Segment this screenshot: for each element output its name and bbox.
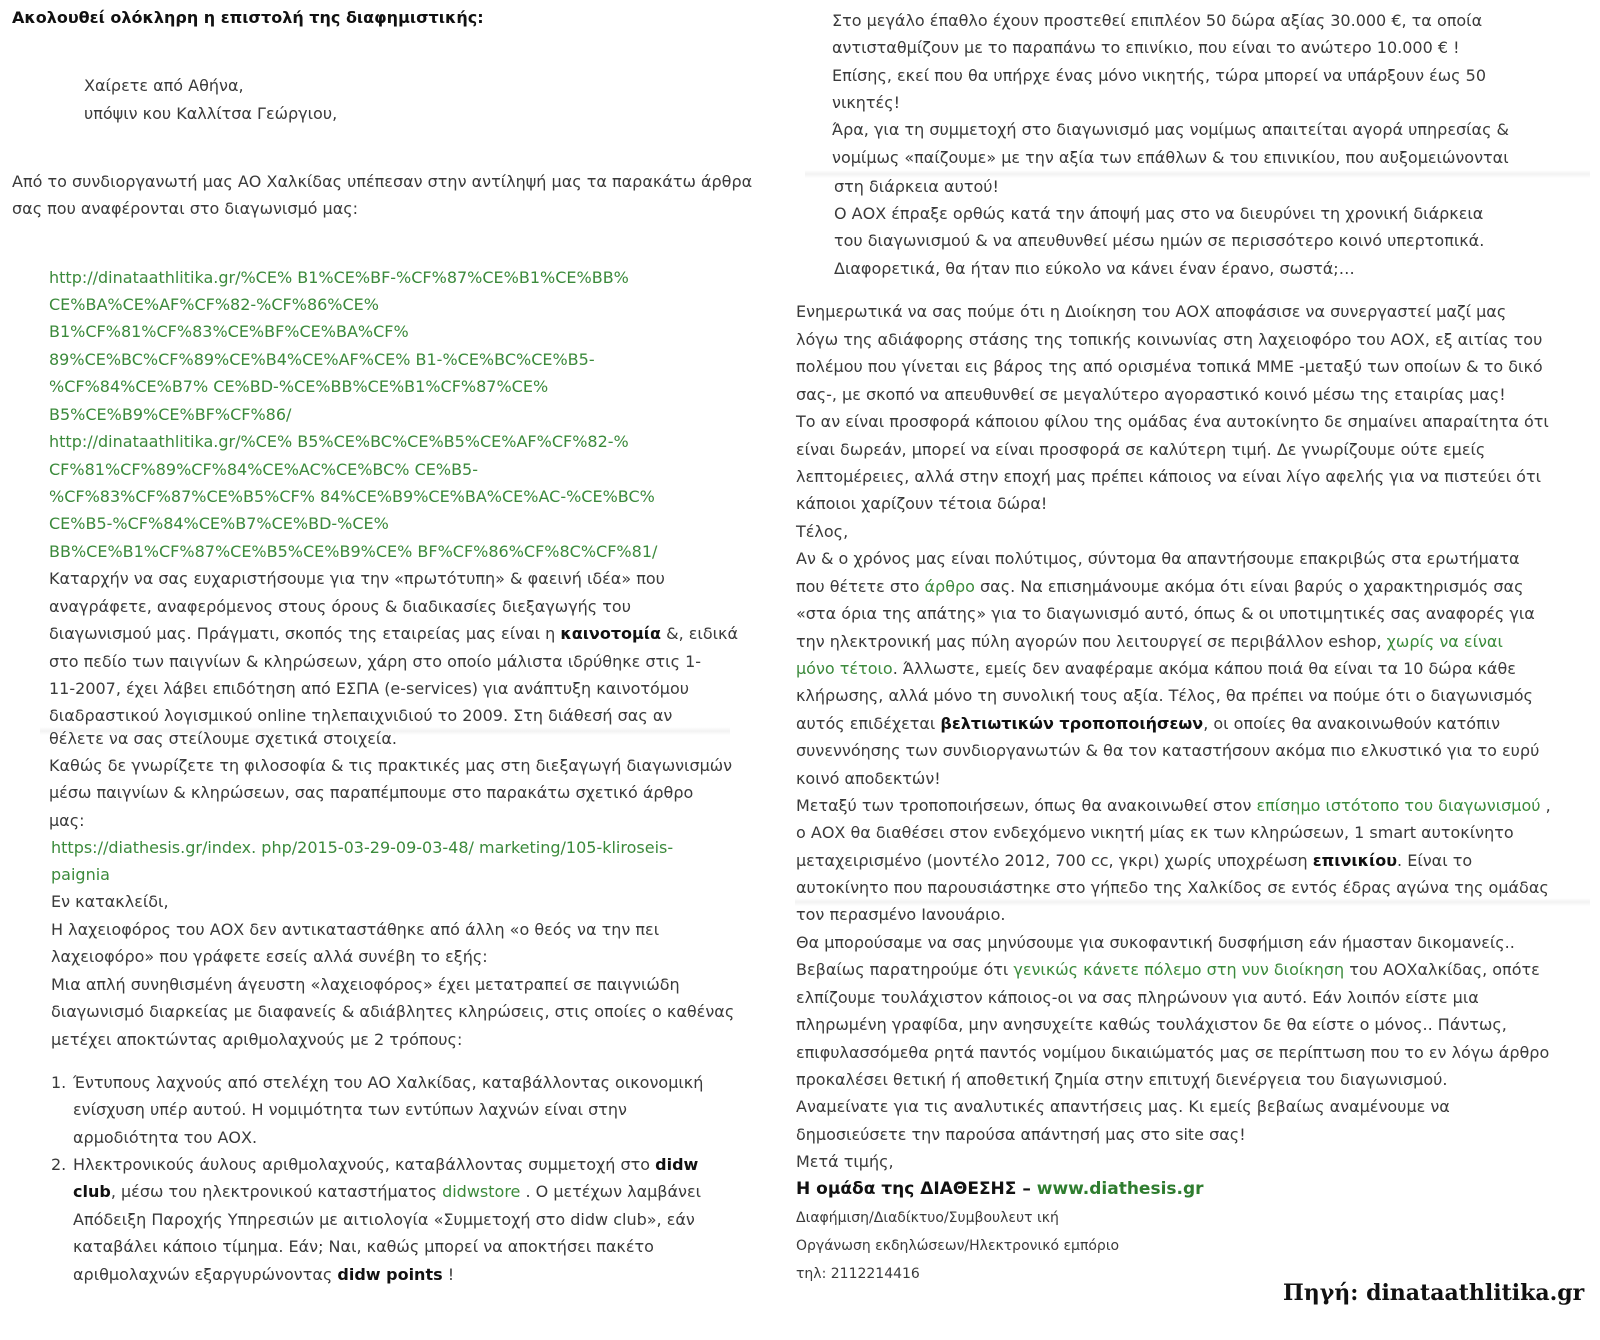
list-item: Έντυπους λαχνούς από στελέχη του ΑΟ Χαλκίδας, καταβάλλοντας οικονομική <box>73 1073 704 1092</box>
intro-text: Από το συνδιοργανωτή μας ΑΟ Χαλκίδας υπέπεσαν στην αντίληψή μας τα παρακάτω άρθρα <box>12 172 753 191</box>
paragraph-line: αυτός επιδέχεται βελτιωτικών τροποποιήσεων, οι οποίες θα ανακοινωθούν κατόπιν <box>796 714 1501 733</box>
signature-services: Οργάνωση εκδηλώσεων/Ηλεκτρονικό εμπόριο <box>796 1238 1120 1254</box>
article-link[interactable]: άρθρο <box>924 577 975 596</box>
diathesis-website-link[interactable]: www.diathesis.gr <box>1036 1179 1204 1199</box>
paragraph-line: κοινό αποδεκτών! <box>796 769 941 788</box>
war-on-administration-link[interactable]: γενικώς κάνετε πόλεμο στη νυν διοίκηση <box>1013 960 1345 979</box>
paragraph-line: μετέχει αποκτώντας αριθμολαχνούς με 2 τρόπους: <box>51 1030 463 1049</box>
paragraph-line: διαδραστικού λογισμικού online τηλεπαιχνιδιού το 2009. Στη διάθεσή σας αν <box>49 706 673 725</box>
paragraph-line: προκαλέσει θετική ή αποθετική ζημία στην επιτυχή διενέργεια του διαγωνισμού. <box>796 1070 1448 1089</box>
article-link-1[interactable]: B5%CE%B9%CE%BF%CF%86/ <box>49 405 292 424</box>
paragraph-line: θέλετε να σας στείλουμε σχετικά στοιχεία. <box>49 729 397 748</box>
paragraph-line: «στα όρια της απάτης» για το διαγωνισμό αυτό, όπως & οι υποτιμητικές σας αναφορές για <box>796 604 1535 623</box>
paragraph-line: συνεννόησης των συνδιοργανωτών & θα τον καταστήσουν ακόμα πιο ελκυστικό για το ευρύ <box>796 741 1540 760</box>
paragraph-line: κλήρωσης, αλλά μόνο τη συνολική τους αξία. Τέλος, θα πρέπει να πούμε ότι ο διαγωνισμός <box>796 686 1533 705</box>
paragraph-line: μας: <box>49 811 85 830</box>
article-link-2[interactable]: http://dinataathlitika.gr/%CE% B5%CE%BC%CE%B5%CE%AF%CF%82-% <box>49 432 629 451</box>
article-link-1[interactable]: http://dinataathlitika.gr/%CE% B1%CE%BF-%CF%87%CE%B1%CE%BB% <box>49 268 629 287</box>
paragraph-line: πληρωμένη γραφίδα, μην ανησυχείτε καθώς τουλάχιστον δε θα είστε ο μόνος.. Πάντως, <box>796 1015 1507 1034</box>
paragraph-line: δημοσιεύσετε την παρούσα απάντησή μας στο site σας! <box>796 1125 1246 1144</box>
article-link-2[interactable]: %CF%83%CF%87%CE%B5%CF% 84%CE%B9%CE%BA%CE%AC-%CE%BC% <box>49 487 655 506</box>
paragraph-line: λαχειοφόρο» που γράφετε εσείς αλλά συνέβη το εξής: <box>51 947 488 966</box>
paragraph-line: κάποιοι χαρίζουν τέτοια δώρα! <box>796 494 1048 513</box>
didwstore-link[interactable]: didwstore <box>442 1182 521 1201</box>
paragraph-line: νομίμως «παίζουμε» με την αξία των επάθλων & του επινικίου, που αυξομειώνονται <box>832 148 1509 167</box>
paragraph-line: σας-, με σκοπό να απευθυνθεί σε μεγαλύτερο αγοραστικό κοινό μέσω της εταιρίας μας! <box>796 385 1506 404</box>
closing-line: Μετά τιμής, <box>796 1152 894 1171</box>
list-item: club, μέσω του ηλεκτρονικού καταστήματος didwstore . Ο μετέχων λαμβάνει <box>73 1182 702 1201</box>
paragraph-line: διαγωνισμό διαρκείας με διαφανείς & αδιάβλητες κληρώσεις, στις οποίες ο καθένας <box>51 1002 735 1021</box>
paragraph-line: Επίσης, εκεί που θα υπήρχε ένας μόνο νικητής, τώρα μπορεί να υπάρξουν έως 50 <box>832 66 1486 85</box>
article-link-2[interactable]: CF%81%CF%89%CF%84%CE%AC%CE%BC% CE%B5- <box>49 460 478 479</box>
paragraph-line: στη διάρκεια αυτού! <box>834 177 999 196</box>
paragraph-line: του διαγωνισμού & να απευθυνθεί μέσω ημών σε περισσότερο κοινό υπερτοπικά. <box>834 231 1485 250</box>
paragraph-line: Η λαχειοφόρος του ΑΟΧ δεν αντικαταστάθηκε από άλλη «ο θεός να την πει <box>51 920 660 939</box>
paragraph-line: Ο ΑΟΧ έπραξε ορθώς κατά την άποψή μας στο να διευρύνει τη χρονική διάρκεια <box>834 204 1484 223</box>
paragraph-line: στο πεδίο των παιγνίων & κληρώσεων, χάρη στο οποίο μάλιστα ιδρύθηκε στις 1- <box>49 652 702 671</box>
paragraph-line: Αν & ο χρόνος μας είναι πολύτιμος, σύντομα θα απαντήσουμε επακριβώς στα ερωτήματα <box>796 549 1520 568</box>
paragraph-line: είναι δωρεάν, μπορεί να είναι προσφορά σε καλύτερη τιμή. Δε γνωρίζουμε ούτε εμείς <box>796 440 1486 459</box>
paragraph-line: μόνο τέτοιο. Άλλωστε, εμείς δεν αναφέραμε ακόμα κάπου ποιά θα είναι τα 10 δώρα κάθε <box>796 659 1516 678</box>
not-only-eshop-link[interactable]: μόνο τέτοιο <box>796 659 893 678</box>
paragraph-line: Άρα, για τη συμμετοχή στο διαγωνισμό μας νομίμως απαιτείται αγορά υπηρεσίας & <box>832 120 1510 139</box>
diathesis-article-link[interactable]: https://diathesis.gr/index. php/2015-03-29-09-03-48/ marketing/105-kliroseis- <box>51 838 674 857</box>
paragraph-line: Μια απλή συνηθισμένη άγευστη «λαχειοφόρος» έχει μετατραπεί σε παιγνιώδη <box>51 975 680 994</box>
paragraph-line: αναγράφετε, αναφερόμενος στους όρους & διαδικασίες διεξαγωγής του <box>49 597 631 616</box>
greeting-line: Χαίρετε από Αθήνα, <box>84 76 244 95</box>
paragraph-line: που θέτετε στο άρθρο σας. Να επισημάνουμε ακόμα ότι είναι βαρύς ο χαρακτηρισμός σας <box>796 577 1524 596</box>
paragraph-line: αυτοκίνητο που παρουσιάστηκε στο γήπεδο της Χαλκίδος σε εντός έδρας αγώνα της ομάδας <box>796 878 1549 897</box>
article-link-2[interactable]: BB%CE%B1%CF%87%CE%B5%CE%B9%CE% BF%CF%86%CF%8C%CF%81/ <box>49 542 658 561</box>
list-item-number: 1. <box>51 1073 67 1092</box>
article-link-1[interactable]: B1%CF%81%CF%83%CE%BF%CE%BA%CF% <box>49 322 409 341</box>
paragraph-line: διαγωνισμού μας. Πράγματι, σκοπός της εταιρείας μας είναι η καινοτομία &, ειδικά <box>49 624 738 643</box>
list-item: καταβάλει κάποιο τίμημα. Εάν; Ναι, καθώς μπορεί να αποκτήσει πακέτο <box>73 1237 654 1256</box>
paragraph-line: ελπίζουμε τουλάχιστον κάποιος-οι να σας πληρώνουν για αυτό. Εάν λοιπόν είστε μια <box>796 988 1479 1007</box>
paragraph-line: επιφυλασσόμεθα ρητά παντός νομίμου δικαιώματός μας σε περίπτωση που το εν λόγω άρθρο <box>796 1043 1550 1062</box>
paragraph-line: αντισταθμίζουν με το παραπάνω το επινίκιο, που είναι το ανώτερο 10.000 € ! <box>832 38 1460 57</box>
paragraph-line: Καθώς δε γνωρίζετε τη φιλοσοφία & τις πρακτικές μας στη διεξαγωγή διαγωνισμών <box>49 756 733 775</box>
paragraph-line: Αναμείνατε για τις αναλυτικές απαντήσεις μας. Κι εμείς βεβαίως αναμένουμε να <box>796 1097 1450 1116</box>
paragraph-line: Τέλος, <box>796 522 849 541</box>
paragraph-line: μεταχειρισμένο (μοντέλο 2012, 700 cc, γκρι) χωρίς υποχρέωση επινικίου. Είναι το <box>796 851 1473 870</box>
signature-phone: τηλ: 2112214416 <box>796 1266 920 1282</box>
list-item: ενίσχυση υπέρ αυτού. Η νομιμότητα των εντύπων λαχνών είναι στην <box>73 1100 627 1119</box>
paragraph-line: Εν κατακλείδι, <box>51 892 169 911</box>
article-link-1[interactable]: %CF%84%CE%B7% CE%BD-%CE%BB%CE%B1%CF%87%CE% <box>49 377 549 396</box>
paragraph-line: λόγω της αδιάφορης στάσης της τοπικής κοινωνίας στη λαχειοφόρο του ΑΟΧ, εξ αιτίας του <box>796 330 1543 349</box>
list-item-number: 2. <box>51 1155 67 1174</box>
article-link-2[interactable]: CE%B5-%CF%84%CE%B7%CE%BD-%CE% <box>49 514 389 533</box>
paragraph-line: λεπτομέρειες, αλλά στην εποχή μας πρέπει κάποιος να είναι λίγο αφελής για να πιστεύει ότι <box>796 467 1541 486</box>
intro-text: σας που αναφέρονται στο διαγωνισμό μας: <box>12 199 359 218</box>
paragraph-line: ο ΑΟΧ θα διαθέσει στον ενδεχόμενο νικητή μίας εκ των κληρώσεων, 1 smart αυτοκίνητο <box>796 823 1514 842</box>
diathesis-article-link[interactable]: paignia <box>51 865 110 884</box>
list-item: αριθμολαχνών εξαργυρώνοντας didw points ! <box>73 1265 455 1284</box>
not-only-eshop-link[interactable]: χωρίς να είναι <box>1386 632 1503 651</box>
paragraph-line: Στο μεγάλο έπαθλο έχουν προστεθεί επιπλέον 50 δώρα αξίας 30.000 €, τα οποία <box>832 11 1483 30</box>
greeting-line: υπόψιν κου Καλλίτσα Γεώργιου, <box>84 104 338 123</box>
paragraph-line: Μεταξύ των τροποποιήσεων, όπως θα ανακοινωθεί στον επίσημο ιστότοπο του διαγωνισμού , <box>796 796 1551 815</box>
signature: Η ομάδα της ΔΙΑΘΕΣΗΣ – www.diathesis.gr <box>796 1179 1204 1199</box>
paragraph-line: 11-2007, έχει λάβει επιδότηση από ΕΣΠΑ (e-services) για ανάπτυξη καινοτόμου <box>49 679 690 698</box>
signature-services: Διαφήμιση/Διαδίκτυο/Συμβουλευτ ική <box>796 1210 1059 1226</box>
paragraph-line: Καταρχήν να σας ευχαριστήσουμε για την «πρωτότυπη» & φαεινή ιδέα» που <box>49 569 665 588</box>
article-link-1[interactable]: 89%CE%BC%CF%89%CE%B4%CE%AF%CE% B1-%CE%BC%CE%B5- <box>49 350 595 369</box>
list-item: Ηλεκτρονικούς άυλους αριθμολαχνούς, καταβάλλοντας συμμετοχή στο didw <box>73 1155 699 1174</box>
official-site-link[interactable]: επίσημο ιστότοπο του διαγωνισμού <box>1256 796 1541 815</box>
paragraph-line: Θα μπορούσαμε να σας μηνύσουμε για συκοφαντική δυσφήμιση εάν ήμασταν δικομανείς.. <box>796 933 1515 952</box>
list-item: Απόδειξη Παροχής Υπηρεσιών με αιτιολογία «Συμμετοχή στο didw club», εάν <box>73 1210 695 1229</box>
paragraph-line: Ενημερωτικά να σας πούμε ότι η Διοίκηση του ΑΟΧ αποφάσισε να συνεργαστεί μαζί μας <box>796 302 1507 321</box>
paragraph-line: πολέμου που γίνεται εις βάρος της από ορισμένα τοπικά ΜΜΕ -μεταξύ των οποίων & το δικό <box>796 357 1543 376</box>
paragraph-line: τον περασμένο Ιανουάριο. <box>796 905 1006 924</box>
paragraph-line: νικητές! <box>832 93 901 112</box>
list-item: αρμοδιότητα του ΑΟΧ. <box>73 1128 258 1147</box>
paragraph-line: μέσω παιγνίων & κληρώσεων, σας παραπέμπουμε στο παρακάτω σχετικό άρθρο <box>49 783 694 802</box>
source-credit: Πηγή: dinataathlitika.gr <box>1283 1280 1585 1306</box>
paragraph-line: Το αν είναι προσφορά κάποιου φίλου της ομάδας ένα αυτοκίνητο δε σημαίνει απαραίτητα ότι <box>796 412 1549 431</box>
paragraph-line: την ηλεκτρονική μας πύλη αγορών που λειτουργεί σε περιβάλλον eshop, χωρίς να είναι <box>796 632 1503 651</box>
paragraph-line: Διαφορετικά, θα ήταν πιο εύκολο να κάνει έναν έρανο, σωστά;… <box>834 259 1355 278</box>
article-link-1[interactable]: CE%BA%CE%AF%CF%82-%CF%86%CE% <box>49 295 379 314</box>
paragraph-line: Βεβαίως παρατηρούμε ότι γενικώς κάνετε πόλεμο στη νυν διοίκηση του ΑΟΧαλκίδας, οπότε <box>796 960 1540 979</box>
letter-heading: Ακολουθεί ολόκληρη η επιστολή της διαφημιστικής: <box>12 8 484 27</box>
